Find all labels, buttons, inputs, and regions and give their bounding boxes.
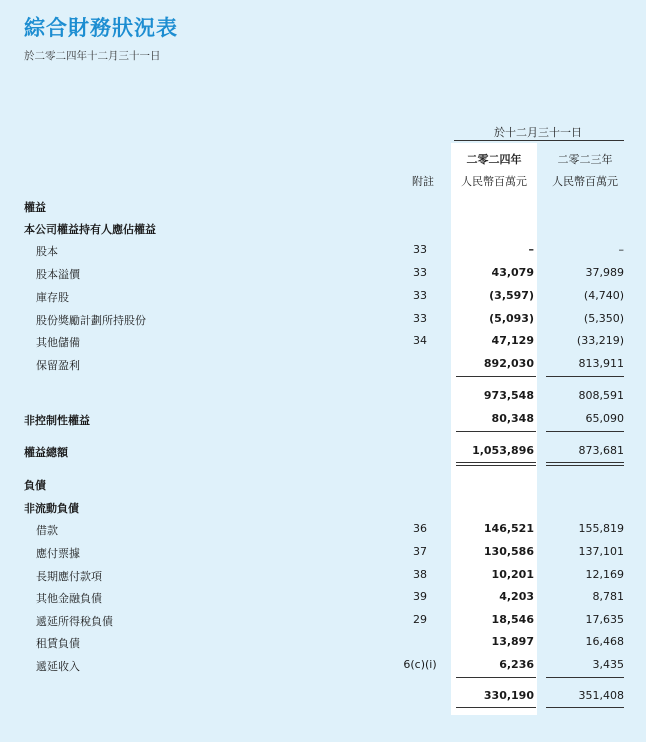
table-row — [0, 309, 646, 329]
row-label: 股本 — [36, 245, 58, 258]
row-value-2023: 12,169 — [585, 568, 624, 581]
row-value-2024: 330,190 — [483, 689, 534, 702]
row-label: 租賃負債 — [36, 637, 80, 650]
row-value-2024: 6,236 — [499, 658, 534, 671]
row-value-2024: 4,203 — [499, 590, 534, 603]
row-label: 其他儲備 — [36, 336, 80, 349]
header-date: 於十二月三十一日 — [494, 126, 582, 139]
row-value-2023: 8,781 — [592, 590, 624, 603]
header-year-2024: 二零二四年 — [466, 153, 522, 166]
row-value-2024: 1,053,896 — [472, 444, 534, 457]
row-value-2024: 13,897 — [491, 635, 534, 648]
subtotal-row — [0, 386, 646, 406]
row-note: 6(c)(i) — [403, 658, 437, 671]
row-value-2023: 873,681 — [578, 444, 624, 457]
table-row — [0, 240, 646, 260]
row-value-2024: (5,093) — [489, 312, 534, 325]
section-equity — [0, 196, 646, 216]
row-label: 遞延收入 — [36, 660, 80, 673]
row-value-2023: (5,350) — [583, 312, 624, 325]
row-note: 39 — [413, 590, 427, 603]
row-label: 保留盈利 — [36, 359, 80, 372]
row-value-2023: (33,219) — [576, 334, 624, 347]
subsection-owners-equity — [0, 218, 646, 238]
subtotal-rule — [456, 376, 536, 377]
row-label: 股本溢價 — [36, 268, 80, 281]
header-divider — [454, 140, 624, 141]
row-value-2024: 10,201 — [491, 568, 534, 581]
subtotal-row — [0, 686, 646, 706]
subtotal-rule — [546, 431, 624, 432]
row-label: 權益總額 — [24, 446, 68, 459]
row-note: 36 — [413, 522, 427, 535]
row-label: 負債 — [24, 479, 46, 492]
subsection-non-current-liabilities — [0, 497, 646, 517]
row-note: 29 — [413, 613, 427, 626]
row-label: 股份獎勵計劃所持股份 — [36, 314, 146, 327]
table-row — [0, 655, 646, 675]
subtotal-rule — [456, 707, 536, 708]
row-label: 其他金融負債 — [36, 592, 102, 605]
row-value-2024: 80,348 — [491, 412, 534, 425]
row-label: 遞延所得稅負債 — [36, 615, 113, 628]
header-unit-2024: 人民幣百萬元 — [461, 175, 527, 188]
total-row — [0, 441, 646, 461]
row-label: 應付票據 — [36, 547, 80, 560]
header-unit-2023: 人民幣百萬元 — [552, 175, 618, 188]
row-label: 借款 — [36, 524, 58, 537]
row-value-2024: 47,129 — [491, 334, 534, 347]
row-label: 長期應付款項 — [36, 570, 102, 583]
subtotal-rule — [456, 431, 536, 432]
row-label: 本公司權益持有人應佔權益 — [24, 223, 156, 236]
row-value-2023: 37,989 — [585, 266, 624, 279]
row-value-2023: 65,090 — [585, 412, 624, 425]
table-row — [0, 331, 646, 351]
row-value-2023: 137,101 — [578, 545, 624, 558]
total-double-rule — [546, 462, 624, 466]
row-label: 庫存股 — [36, 291, 69, 304]
section-liabilities — [0, 474, 646, 494]
page-title: 綜合財務狀況表 — [24, 16, 178, 40]
row-value-2024: (3,597) — [489, 289, 534, 302]
row-label: 非流動負債 — [24, 502, 79, 515]
table-row — [0, 542, 646, 562]
row-value-2024: 130,586 — [483, 545, 534, 558]
row-value-2023: 155,819 — [578, 522, 624, 535]
row-value-2023: 808,591 — [578, 389, 624, 402]
row-value-2024: – — [528, 243, 534, 256]
row-value-2023: 16,468 — [585, 635, 624, 648]
row-label: 非控制性權益 — [24, 414, 90, 427]
subtotal-rule — [546, 677, 624, 678]
table-row — [0, 565, 646, 585]
row-label: 權益 — [24, 201, 46, 214]
table-row — [0, 632, 646, 652]
row-value-2024: 892,030 — [483, 357, 534, 370]
row-value-2023: 3,435 — [592, 658, 624, 671]
row-value-2024: 43,079 — [491, 266, 534, 279]
row-note: 38 — [413, 568, 427, 581]
row-note: 37 — [413, 545, 427, 558]
table-row — [0, 519, 646, 539]
table-row — [0, 286, 646, 306]
row-value-2023: (4,740) — [583, 289, 624, 302]
header-year-2023: 二零二三年 — [557, 153, 613, 166]
subtotal-rule — [456, 677, 536, 678]
table-row — [0, 263, 646, 283]
row-value-2023: 351,408 — [578, 689, 624, 702]
table-row — [0, 587, 646, 607]
row-value-2023: – — [618, 243, 624, 256]
row-note: 33 — [413, 243, 427, 256]
subtotal-rule — [546, 707, 624, 708]
row-value-2024: 146,521 — [483, 522, 534, 535]
row-note: 33 — [413, 312, 427, 325]
row-note: 34 — [413, 334, 427, 347]
row-value-2024: 18,546 — [491, 613, 534, 626]
total-double-rule — [456, 462, 536, 466]
table-row — [0, 354, 646, 374]
row-value-2023: 813,911 — [578, 357, 624, 370]
row-note: 33 — [413, 266, 427, 279]
subtotal-rule — [546, 376, 624, 377]
table-row — [0, 610, 646, 630]
table-row — [0, 409, 646, 429]
header-note: 附註 — [412, 175, 434, 188]
row-value-2023: 17,635 — [585, 613, 624, 626]
row-note: 33 — [413, 289, 427, 302]
row-value-2024: 973,548 — [483, 389, 534, 402]
page-subtitle: 於二零二四年十二月三十一日 — [24, 50, 161, 62]
